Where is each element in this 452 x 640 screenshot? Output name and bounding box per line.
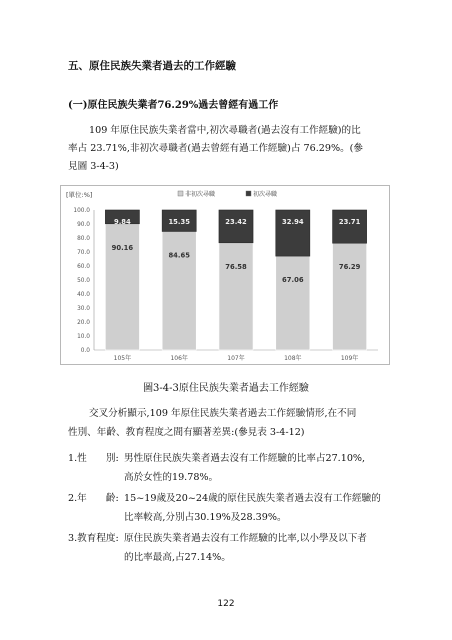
data-label-non-first-time-2: 76.58 [225, 262, 247, 271]
data-label-non-first-time-0: 90.16 [111, 243, 134, 252]
paragraph1-line3: 見圖 3-4-3) [68, 161, 119, 172]
data-label-non-first-time-4: 76.29 [338, 263, 361, 272]
data-label-non-first-time-1: 84.65 [168, 251, 190, 260]
finding-age-line2: 比率較高,分別占30.19%及28.39%。 [124, 512, 287, 523]
finding-education-label: 3.教育程度: [68, 533, 119, 544]
paragraph2-line2: 性別、年齡、教育程度之間有顯著差異:(參見表 3-4-12) [68, 427, 305, 438]
bar-non-first-time-3 [276, 256, 310, 350]
legend-label-0: 非初次尋職 [185, 191, 216, 198]
bar-non-first-time-0 [105, 224, 139, 350]
figure-caption: 圖3-4-3原住民族失業者過去工作經驗 [143, 383, 309, 394]
x-tick-label-3: 108年 [284, 355, 302, 362]
legend-swatch-0 [178, 191, 183, 196]
finding-gender-line1: 男性原住民族失業者過去沒有工作經驗的比率占27.10%, [124, 453, 366, 464]
unit-label: [單位:%] [66, 191, 93, 199]
data-label-first-time-3: 32.94 [282, 218, 304, 226]
y-tick-label-1: 10.0 [77, 334, 90, 340]
y-tick-label-6: 60.0 [77, 264, 90, 270]
y-tick-label-2: 20.0 [77, 320, 90, 326]
data-label-non-first-time-3: 67.06 [282, 276, 304, 285]
subsection-title: (一)原住民族失業者76.29%過去曾經有過工作 [68, 100, 279, 111]
finding-gender-label: 1.性 別: [68, 453, 119, 464]
legend-swatch-1 [246, 191, 251, 196]
y-tick-label-10: 100.0 [73, 208, 90, 214]
paragraph2-line1: 交叉分析顯示,109 年原住民族失業者過去工作經驗情形,在不同 [89, 408, 357, 419]
data-label-first-time-0: 9.84 [114, 218, 131, 226]
data-label-first-time-1: 15.35 [168, 218, 190, 226]
y-tick-label-7: 70.0 [77, 250, 90, 256]
bar-non-first-time-1 [162, 231, 196, 350]
bar-non-first-time-2 [219, 243, 253, 350]
x-tick-label-4: 109年 [340, 355, 359, 362]
y-tick-label-4: 40.0 [77, 292, 90, 298]
bar-first-time-3 [276, 210, 310, 256]
page-number: 122 [217, 599, 235, 609]
finding-age-label: 2.年 齡: [68, 493, 119, 504]
x-tick-label-1: 106年 [170, 355, 188, 362]
data-label-first-time-2: 23.42 [225, 218, 247, 226]
bar-first-time-2 [219, 210, 253, 243]
paragraph1-line1: 109 年原住民族失業者當中,初次尋職者(過去沒有工作經驗)的比 [89, 125, 361, 136]
bar-non-first-time-4 [333, 243, 367, 350]
section-title: 五、原住民族失業者過去的工作經驗 [68, 60, 236, 72]
bar-first-time-4 [333, 210, 367, 243]
legend-label-1: 初次尋職 [253, 191, 278, 198]
finding-education-line2: 的比率最高,占27.14%。 [124, 552, 231, 563]
finding-age-line1: 15~19歲及20~24歲的原住民族失業者過去沒有工作經驗的 [124, 493, 381, 504]
x-tick-label-2: 107年 [227, 355, 245, 362]
data-label-first-time-4: 23.71 [338, 218, 361, 226]
y-tick-label-9: 90.0 [77, 222, 90, 228]
stacked-bar-chart [60, 185, 390, 365]
finding-education-line1: 原住民族失業者過去沒有工作經驗的比率,以小學及以下者 [124, 533, 367, 544]
x-tick-label-0: 105年 [113, 355, 132, 362]
y-tick-label-0: 0.0 [80, 348, 90, 354]
y-tick-label-5: 50.0 [77, 278, 90, 284]
y-tick-label-8: 80.0 [77, 236, 90, 242]
paragraph1-line2: 率占 23.71%,非初次尋職者(過去曾經有過工作經驗)占 76.29%。(參 [68, 143, 364, 154]
y-tick-label-3: 30.0 [77, 306, 90, 312]
finding-gender-line2: 高於女性的19.78%。 [124, 472, 219, 483]
